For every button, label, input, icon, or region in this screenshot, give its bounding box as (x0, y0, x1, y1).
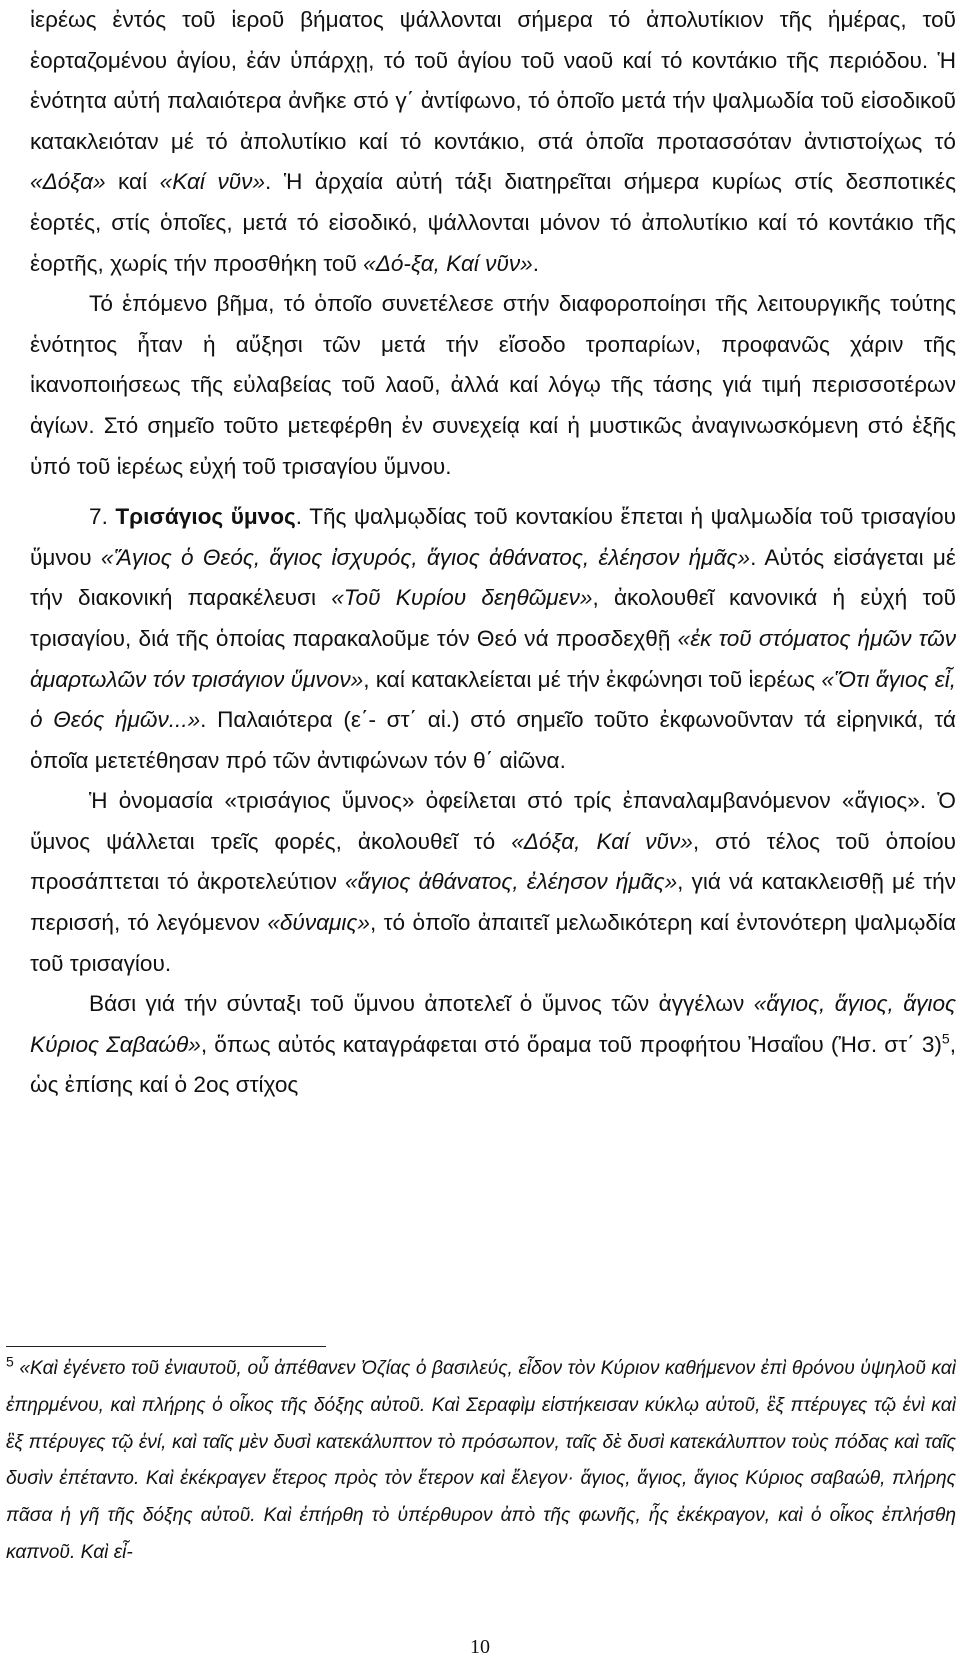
section-heading: Τρισάγιος ὕμνος (115, 504, 296, 530)
main-text (30, 0, 956, 1106)
text-run: , καί κατακλείεται μέ τήν ἐκφώνησι τοῦ ἱερέως (363, 666, 822, 692)
text-run: Ἡ ὀνομασία «τρισάγιος ὕμνος» ὀφείλεται στό τρίς ἐπαναλαμβανόμενον «ἅγιος». Ὁ ὕμνος ψάλλεται τρεῖς φορές, ἀκολουθεῖ τό (30, 788, 956, 854)
paragraph-3-trisagion-heading (30, 497, 956, 781)
quotation: «Δό-ξα, Καί νῦν» (363, 250, 533, 276)
quotation: «Τοῦ Κυρίου δεηθῶμεν» (331, 585, 593, 611)
text-run: , ὅπως αὐτός καταγράφεται στό ὅραμα τοῦ προφήτου Ἠσαΐου (Ἠσ. στ΄ 3) (200, 1031, 942, 1057)
text-run: , ὡς ἐπίσης καί ὁ 2ος στίχος (30, 1031, 956, 1098)
quotation: «Ἅγιος ὁ Θεός, ἅγιος ἰσχυρός, ἅγιος ἀθάνατος, ἐλέησον ἡμᾶς» (100, 544, 751, 570)
text-run: . Αὐτός εἰσάγεται μέ τήν διακονική παρακέλευσι (30, 544, 956, 611)
footnote-ref: 5 (941, 1030, 950, 1047)
paragraph-1 (30, 0, 956, 284)
text-run: ἱερέως ἐντός τοῦ ἱεροῦ βήματος ψάλλονται σήμερα τό ἀπολυτίκιον τῆς ἡμέρας, τοῦ ἑορταζομένου ἁγίου, ἐάν ὑπάρχῃ, τό τοῦ ἁγίου τοῦ ναοῦ καί τό κοντάκιο τῆς περιόδου. Ἡ ἑνότητα αὐτή παλαιότερα ἀνῆκε στό γ΄ ἀντίφωνο, τό ὁποῖο μετά τήν ψαλμωδία τοῦ εἰσοδικοῦ κατακλειόταν μέ τό ἀπολυτίκιο καί τό κοντάκιο, στά ὁποῖα προτασσόταν ἀντιστοίχως τό (30, 7, 956, 154)
text-run: καί (105, 169, 160, 195)
quotation: «ἅγιος, ἅγιος, ἅγιος Κύριος Σαβαώθ» (30, 991, 956, 1057)
quotation: «Ὅτι ἅγιος εἶ, ὁ Θεός ἡμῶν...» (30, 666, 956, 733)
text-run: , τό ὁποῖο ἀπαιτεῖ μελωδικότερη καί ἐντονότερη ψαλμῳδία τοῦ τρισαγίου. (30, 910, 957, 976)
text-run: Βάσι γιά τήν σύνταξι τοῦ ὕμνου ἀποτελεῖ ὁ ὕμνος τῶν ἀγγέλων (89, 991, 754, 1017)
text-run: . (532, 250, 540, 276)
paragraph-2 (30, 284, 956, 487)
footnote (6, 1351, 956, 1572)
page-number: 10 (470, 1636, 490, 1658)
text-run: , στό τέλος τοῦ ὁποίου προσάπτεται τό ἀκροτελεύτιον (30, 828, 957, 895)
paragraph-4 (30, 781, 956, 984)
text-run: 7. (89, 504, 116, 530)
text-run: Τό ἑπόμενο βῆμα, τό ὁποῖο συνετέλεσε στήν διαφοροποίησι τῆς λειτουργικῆς τούτης ἑνότητος ἦταν ἡ αὔξησι τῶν μετά τήν εἴσοδο τροπαρίων, προφανῶς χάριν τῆς ἱκανοποιήσεως τῆς εὐλαβείας τοῦ λαοῦ, ἀλλά καί λόγῳ τῆς τάσης γιά τιμή περισσοτέρων ἁγίων. Στό σημεῖο τοῦτο μετεφέρθη ἐν συνεχείᾳ καί ἡ μυστικῶς ἀναγινωσκόμενη στό ἑξῆς ὑπό τοῦ ἱερέως εὐχή τοῦ τρισαγίου ὕμνου. (30, 291, 956, 479)
quotation: «ἐκ τοῦ στόματος ἡμῶν τῶν ἁμαρτωλῶν τόν τρισάγιον ὕμνον» (30, 625, 957, 692)
footnote-text: «Καὶ ἐγένετο τοῦ ἐνιαυτοῦ, οὗ ἀπέθανεν Ὀζίας ὁ βασιλεύς, εἶδον τὸν Κύριον καθήμενον ἐπὶ θρόνου ὑψηλοῦ καὶ ἐπηρμένου, καὶ πλήρης ὁ οἶκος τῆς δόξης αὐτοῦ. Καὶ Σεραφὶμ εἱστήκεισαν κύκλῳ αὐτοῦ, ἓξ πτέρυγες τῷ ἑνὶ καὶ ἓξ πτέρυγες τῷ ἑνί, καὶ ταῖς μὲν δυσὶ κατεκάλυπτον τὸ πρόσωπον, ταῖς δὲ δυσὶ κατεκάλυπτον τοὺς πόδας καὶ ταῖς δυσὶν ἐπέταντο. Καὶ ἐκέκραγεν ἕτερος πρὸς τὸν ἕτερον καὶ ἔλεγον· ἅγιος, ἅγιος, ἅγιος Κύριος σαβαώθ, πλήρης πᾶσα ἡ γῆ τῆς δόξης αὐτοῦ. Καὶ ἐπήρθη τὸ ὑπέρθυρον ἀπὸ τῆς φωνῆς, ἧς ἐκέκραγον, καὶ ὁ οἶκος ἐπλήσθη καπνοῦ. Καὶ εἶ- (6, 1358, 956, 1563)
footnote-separator (6, 1346, 326, 1347)
quotation: «Δόξα, Καί νῦν» (511, 828, 693, 854)
text-run: . Παλαιότερα (ε΄- στ΄ αἰ.) στό σημεῖο τοῦτο ἐκφωνοῦνταν τά εἰρηνικά, τά ὁποῖα μετετέθησαν πρό τῶν ἀντιφώνων τόν θ΄ αἰῶνα. (30, 707, 956, 773)
text-run: , γιά νά κατακλεισθῇ μέ τήν περισσή, τό λεγόμενον (30, 869, 956, 936)
text-run: . Ἡ ἀρχαία αὐτή τάξι διατηρεῖται σήμερα κυρίως στίς δεσποτικές ἑορτές, στίς ὁποῖες, μετά τό εἰσοδικό, ψάλλονται μόνον τό ἀπολυτίκιο καί τό κοντάκιο τῆς ἑορτῆς, χωρίς τήν προσθήκη τοῦ (30, 169, 956, 276)
quotation: «Καί νῦν» (159, 169, 266, 195)
text-run: . Τῆς ψαλμῳδίας τοῦ κοντακίου ἕπεται ἡ ψαλμωδία τοῦ τρισαγίου ὕμνου (30, 504, 956, 570)
text-run: , ἀκολουθεῖ κανονικά ἡ εὐχή τοῦ τρισαγίου, διά τῆς ὁποίας παρακαλοῦμε τόν Θεό νά προσδεχθῇ (30, 585, 956, 651)
paragraph-5 (30, 984, 956, 1106)
quotation: «δύναμις» (267, 910, 370, 936)
quotation: «Δόξα» (30, 169, 106, 195)
quotation: «ἅγιος ἀθάνατος, ἐλέησον ἡμᾶς» (345, 869, 678, 895)
footnote-number: 5 (6, 1353, 14, 1370)
